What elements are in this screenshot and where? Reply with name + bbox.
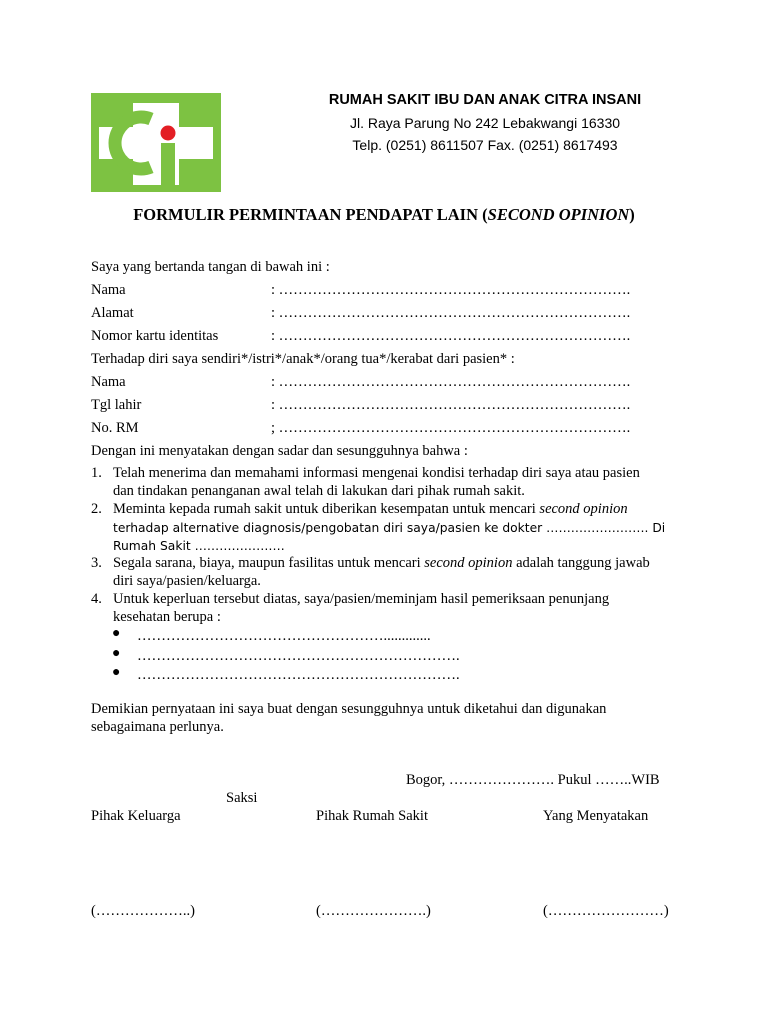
item-3-text: Segala sarana, biaya, maupun fasilitas untuk mencari [113, 555, 425, 571]
self-field-input[interactable]: : ………………………………………………………………. [271, 282, 631, 298]
item-4-line-2: kesehatan berupa : [113, 609, 221, 625]
self-field-label: Nomor kartu identitas [91, 328, 219, 344]
patient-field-label: Tgl lahir [91, 397, 142, 413]
item-number-1: 1. [91, 465, 102, 481]
self-field-label: Nama [91, 282, 126, 298]
form-title-main: FORMULIR PERMINTAAN PENDAPAT LAIN ( [133, 205, 488, 224]
bullet-icon: ● [112, 646, 121, 661]
signer-family: Pihak Keluarga [91, 808, 181, 824]
form-title [0, 205, 768, 225]
item-2-line-1 [113, 500, 628, 518]
patient-field-input[interactable]: ; ………………………………………………………………. [271, 420, 631, 436]
hospital-logo [91, 93, 221, 192]
item-2-emphasis: second opinion [539, 501, 628, 517]
item-1-line-2: dan tindakan penanganan awal telah di lakukan dari pihak rumah sakit. [113, 483, 525, 499]
signer-hospital: Pihak Rumah Sakit [316, 808, 428, 824]
item-3-text-end: adalah tanggung jawab [512, 555, 650, 571]
signature-line-family[interactable]: (………………..) [91, 903, 195, 919]
signer-declarant: Yang Menyatakan [543, 808, 649, 824]
item-3-line-2: diri saya/pasien/keluarga. [113, 573, 261, 589]
hospital-phone: Telp. (0251) 8611507 Fax. (0251) 8617493 [352, 137, 618, 153]
item-2-line-3: Rumah Sakit …………………. [113, 539, 285, 553]
form-title-italic: SECOND OPINION [487, 205, 630, 224]
self-field-input[interactable]: : ………………………………………………………………. [271, 305, 631, 321]
self-field-label: Alamat [91, 305, 134, 321]
hospital-name: RUMAH SAKIT IBU DAN ANAK CITRA INSANI [328, 92, 642, 108]
witness-label: Saksi [226, 790, 258, 806]
bullet-entry-2[interactable]: …………………………………………………………. [137, 648, 460, 664]
self-field-input[interactable]: : ………………………………………………………………. [271, 328, 631, 344]
signature-line-declarant[interactable]: (……………………) [543, 903, 669, 919]
item-number-3: 3. [91, 555, 102, 571]
signature-line-hospital[interactable]: (………………….) [316, 903, 431, 919]
closing-line-1: Demikian pernyataan ini saya buat dengan sesungguhnya untuk diketahui dan digunakan [91, 701, 607, 717]
bullet-icon: ● [112, 626, 121, 641]
relation-line: Terhadap diri saya sendiri*/istri*/anak*/orang tua*/kerabat dari pasien* : [91, 351, 515, 367]
hospital-address: Jl. Raya Parung No 242 Lebakwangi 16330 [349, 115, 621, 131]
form-title-close: ) [629, 205, 635, 224]
closing-line-2: sebagaimana perlunya. [91, 719, 224, 735]
item-number-2: 2. [91, 501, 102, 517]
patient-field-label: No. RM [91, 420, 139, 436]
item-2-text: Meminta kepada rumah sakit untuk diberikan kesempatan untuk mencari [113, 501, 540, 517]
item-3-line-1 [113, 554, 650, 572]
statement-text: Dengan ini menyatakan dengan sadar dan sesungguhnya bahwa : [91, 443, 468, 459]
item-2-line-2: terhadap alternative diagnosis/pengobatan diri saya/pasien ke dokter ……………………. Di [113, 521, 666, 535]
intro-text: Saya yang bertanda tangan di bawah ini : [91, 259, 330, 275]
item-1-line-1: Telah menerima dan memahami informasi mengenai kondisi terhadap diri saya atau pasien [113, 465, 640, 481]
bullet-entry-1[interactable]: ……………………………………………............. [137, 628, 431, 644]
item-4-line-1: Untuk keperluan tersebut diatas, saya/pasien/meminjam hasil pemeriksaan penunjang [113, 591, 610, 607]
bullet-entry-3[interactable]: …………………………………………………………. [137, 667, 460, 683]
bullet-icon: ● [112, 665, 121, 680]
patient-field-input[interactable]: : ………………………………………………………………. [271, 374, 631, 390]
patient-field-label: Nama [91, 374, 126, 390]
place-date[interactable]: Bogor, …………………. Pukul ……..WIB [406, 772, 660, 788]
item-3-emphasis: second opinion [424, 555, 513, 571]
patient-field-input[interactable]: : ………………………………………………………………. [271, 397, 631, 413]
item-number-4: 4. [91, 591, 102, 607]
